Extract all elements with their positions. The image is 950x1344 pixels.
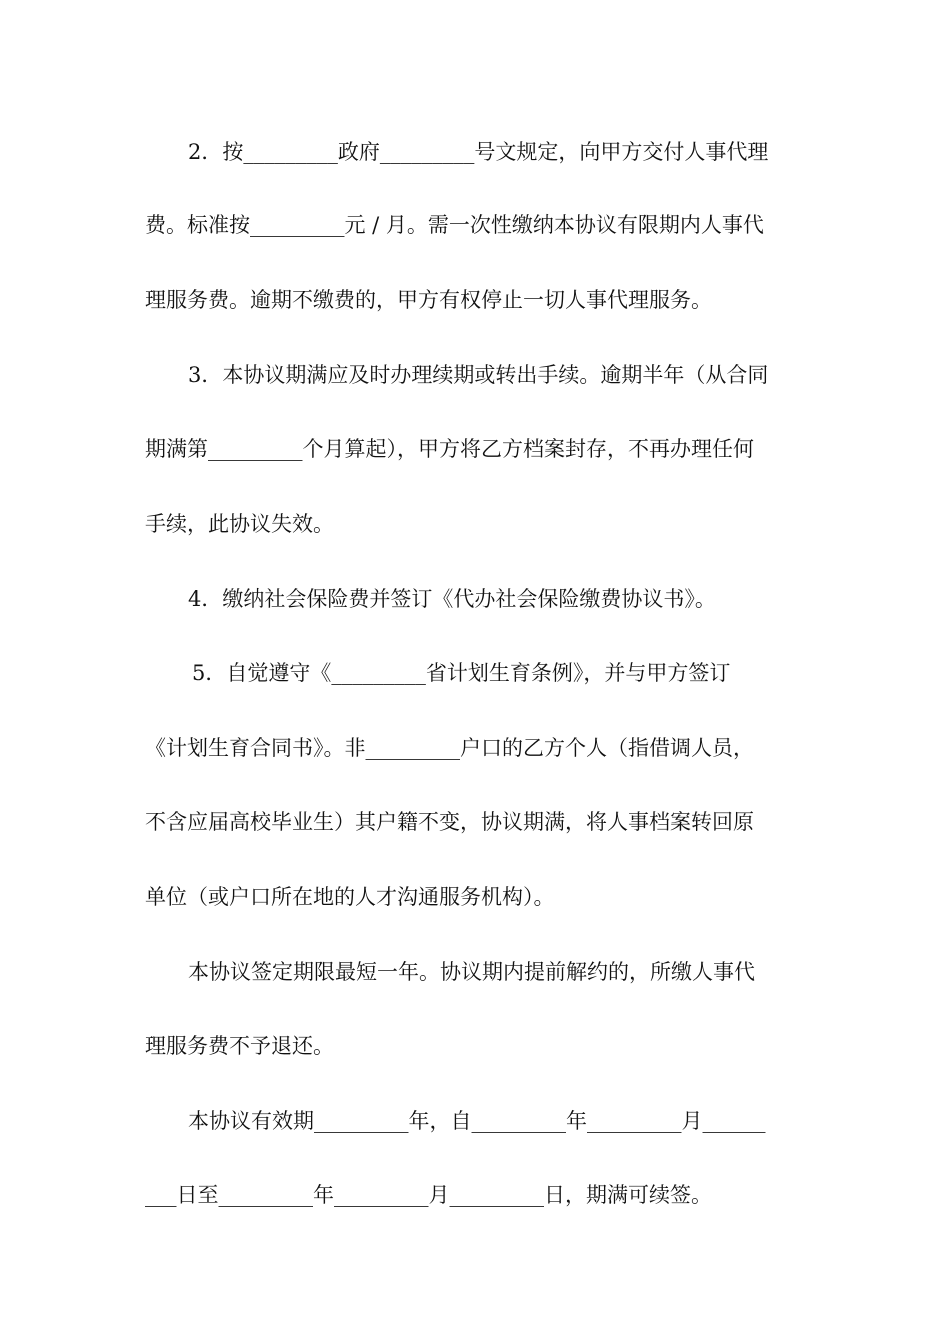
term-paragraph-line-2: 理服务费不予退还。	[145, 1034, 334, 1058]
clause-5-line-4: 单位（或户口所在地的人才沟通服务机构）。	[145, 885, 555, 909]
validity-paragraph-line-1: 本协议有效期_________年，自_________年_________月______	[188, 1109, 766, 1133]
clause-3-line-3: 手续，此协议失效。	[145, 512, 334, 536]
validity-paragraph-line-2: ___日至_________年_________月_________日，期满可续签。	[145, 1183, 712, 1207]
clause-2-line-2: 费。标准按_________元 / 月。需一次性缴纳本协议有限期内人事代	[145, 213, 764, 237]
clause-4-line-1: 4．缴纳社会保险费并签订《代办社会保险缴费协议书》。	[188, 587, 716, 611]
clause-3-line-1: 3．本协议期满应及时办理续期或转出手续。逾期半年（从合同	[188, 363, 769, 387]
clause-2-line-3: 理服务费。逾期不缴费的，甲方有权停止一切人事代理服务。	[145, 288, 712, 312]
clause-5-line-2: 《计划生育合同书》。非_________户口的乙方个人（指借调人员，	[145, 736, 754, 760]
clause-5-line-1: 5．自觉遵守《_________省计划生育条例》，并与甲方签订	[192, 661, 731, 685]
clause-2-line-1: 2．按_________政府_________号文规定，向甲方交付人事代理	[188, 140, 769, 164]
term-paragraph-line-1: 本协议签定期限最短一年。协议期内提前解约的，所缴人事代	[188, 960, 755, 984]
clause-5-line-3: 不含应届高校毕业生）其户籍不变，协议期满，将人事档案转回原	[145, 810, 754, 834]
clause-3-line-2: 期满第_________个月算起），甲方将乙方档案封存，不再办理任何	[145, 437, 754, 461]
